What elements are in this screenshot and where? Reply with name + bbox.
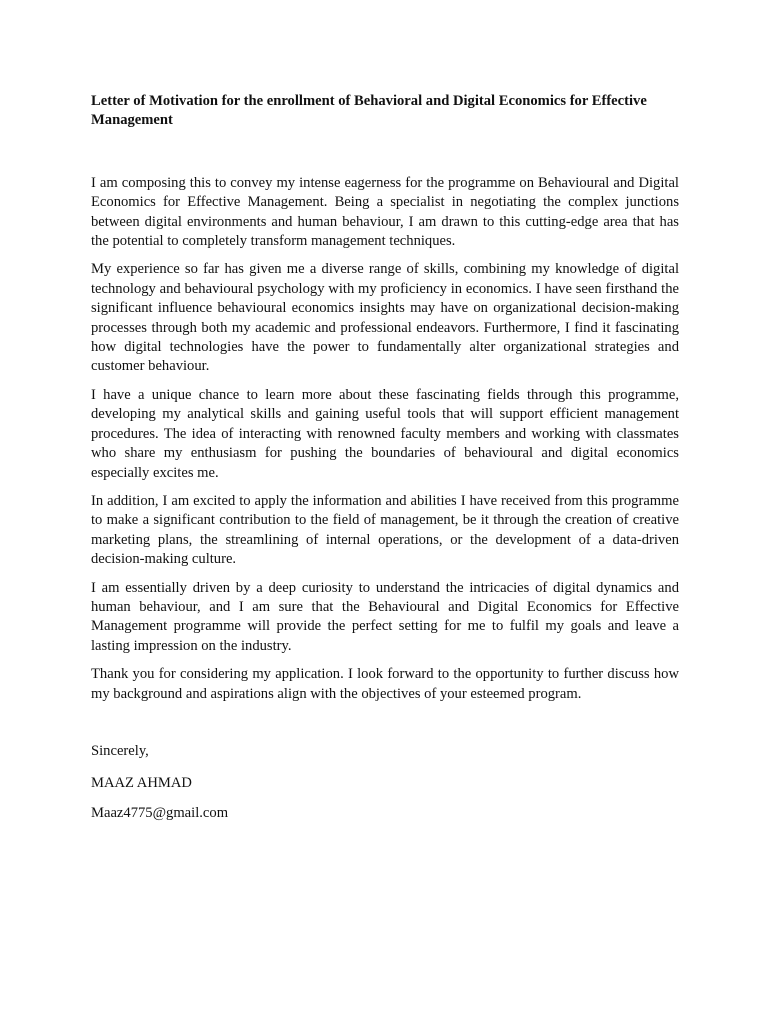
letter-title: Letter of Motivation for the enrollment of Behavioral and Digital Economics for Effective Management [91,93,647,129]
body-paragraph-5: I am essentially driven by a deep curiosity to understand the intricacies of digital dynamics and human behaviour, and I am sure that the Behavioural and Digital Economics for Effective Management programme will provide the perfect setting for me to fulfil my goals and leave a lasting impression on the industry. [91,579,679,654]
signature-email: Maaz4775@gmail.com [91,804,229,821]
body-paragraph-4: In addition, I am excited to apply the information and abilities I have received from this programme to make a significant contribution to the field of management, be it through the creation of creative marketing plans, the streamlining of internal operations, or the development of a data-driven decision-making culture. [91,492,679,568]
letter-body [91,174,679,704]
signature-name: MAAZ AHMAD [91,775,192,792]
body-paragraph-2: My experience so far has given me a diverse range of skills, combining my knowledge of digital technology and behavioural psychology with my proficiency in economics. I have seen firsthand the significant influence behavioural economics insights may have on organizational decision-making processes through both my academic and professional endeavors. Furthermore, I find it fascinating how digital technologies have the power to fundamentally alter organizational strategies and customer behaviour. [91,261,679,375]
body-paragraph-6: Thank you for considering my application. I look forward to the opportunity to further discuss how my background and aspirations align with the objectives of your esteemed program. [91,666,679,702]
body-paragraph-1: I am composing this to convey my intense eagerness for the programme on Behavioural and Digital Economics for Effective Management. Being a specialist in negotiating the complex junctions between digital environments and human behaviour, I am drawn to this cutting-edge area that has the potential to completely transform management techniques. [91,174,679,250]
closing-salutation: Sincerely, [91,742,149,759]
body-paragraph-3: I have a unique chance to learn more about these fascinating fields through this programme, developing my analytical skills and gaining useful tools that will support efficient management procedures. The idea of interacting with renowned faculty members and working with classmates who share my enthusiasm for pushing the boundaries of behavioural and digital economics especially excites me. [91,386,679,481]
